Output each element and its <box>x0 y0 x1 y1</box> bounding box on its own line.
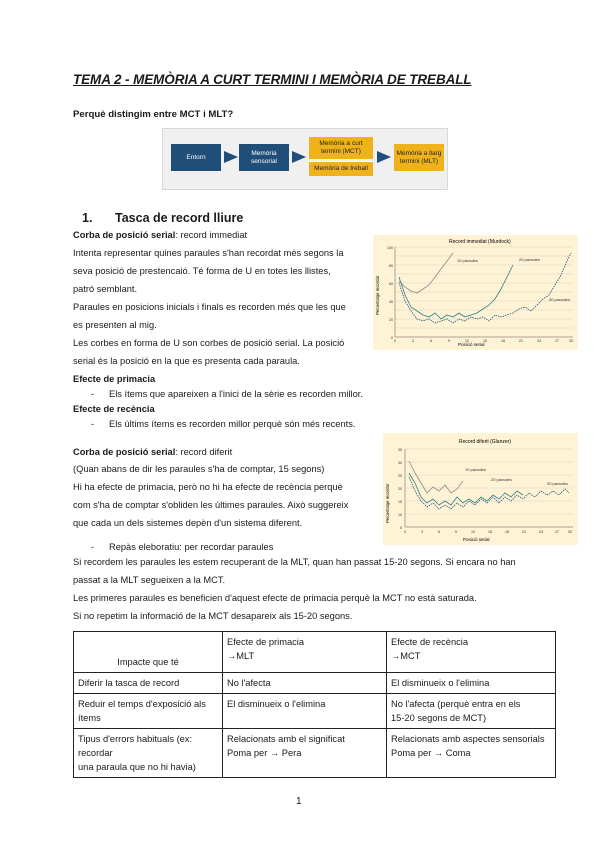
chart2-ytick: 15 <box>398 500 402 504</box>
impact-table <box>73 631 556 778</box>
para3-line: Les primeres paraules es beneficien d'aquest efecte de primacia perquè la MCT no està saturada. <box>73 593 477 603</box>
flow-box-mlt: Memòria a llarg termini (MLT) <box>394 144 444 171</box>
chart2-xtick: 27 <box>555 530 559 534</box>
chart1-ytick: 100 <box>387 246 393 250</box>
para3-line: Si recordem les paraules les estem recuperant de la MLT, quan han passat 15-20 segons. Si encara no han <box>73 557 516 567</box>
rep-bullet: - Repàs eleboratiu: per recordar paraules <box>91 542 274 552</box>
chart1-xlabel: Posició serial <box>458 342 485 347</box>
memory-flow-diagram <box>162 128 448 190</box>
chart2-ytick: 5 <box>400 526 402 530</box>
table-row <box>74 729 556 778</box>
chart1-ytick: 20 <box>389 318 393 322</box>
sub2-heading <box>73 443 232 461</box>
para2 <box>73 460 348 532</box>
chart1-xtick: 18 <box>501 339 505 343</box>
sub2-rest: : record diferit <box>175 447 233 457</box>
chart2-xtick: 18 <box>505 530 509 534</box>
table-header-row <box>74 632 556 673</box>
table-cell <box>387 694 556 729</box>
para1-line: patró semblant. <box>73 284 138 294</box>
header-primacy-arrow: →MLT <box>227 651 255 661</box>
table-row <box>74 694 556 729</box>
section-number: 1. <box>82 211 93 225</box>
cell-line: Tipus d'errors habituals (ex: recordar <box>78 734 193 758</box>
header-recency: Efecte de recència <box>391 637 469 647</box>
cell-line: Poma per → Coma <box>391 748 471 758</box>
flow-box-treball: Memòria de treball <box>309 161 373 176</box>
chart1-ytick: 40 <box>389 300 393 304</box>
chart1-legend: 20 paraules <box>519 257 540 262</box>
cell-line: Relacionats amb aspectes sensorials <box>391 734 545 744</box>
para2-line: que cada un dels sistemes depèn d'un sistema diferent. <box>73 518 303 528</box>
chart2-xtick: 12 <box>471 530 475 534</box>
chart1-legend: 30 paraules <box>549 297 570 302</box>
page-title: TEMA 2 - MEMÒRIA A CURT TERMINI I MEMÒRIA DE TREBALL <box>73 72 472 87</box>
chart1-xtick: 15 <box>483 339 487 343</box>
header-recency-arrow: →MCT <box>391 651 421 661</box>
recency-bullet-text: Els últims ítems es recorden millor perquè són més recents. <box>109 419 356 429</box>
chart1-title: Record immediat (Murdock) <box>449 239 511 245</box>
chart2-series-30 <box>409 477 569 509</box>
chart1-ylabel: Percentatge recordat <box>375 275 380 315</box>
table-cell: Reduir el temps d'exposició als ítems <box>74 694 223 729</box>
flow-box-sensorial: Memòria sensorial <box>239 144 289 171</box>
chart2-legend: 20 paraules <box>491 477 512 482</box>
cell-line: Poma per → Pera <box>227 748 302 758</box>
primacy-heading: Efecte de primacia <box>73 374 156 384</box>
chart1-legend: 10 paraules <box>457 258 478 263</box>
page-number: 1 <box>296 796 302 807</box>
chart-record-diferit <box>383 433 578 545</box>
primacy-bullet-text: Els ítems que apareixen a l'inici de la sèrie es recorden millor. <box>109 389 363 399</box>
flow-arrow-icon <box>292 151 306 163</box>
flow-box-entorn: Entorn <box>171 144 221 171</box>
cell-line: una paraula que no hi havia) <box>78 762 196 772</box>
chart2-ytick: 30 <box>398 461 402 465</box>
para3 <box>73 553 516 625</box>
para1-line: Intenta representar quines paraules s'han recordat més segons la <box>73 248 344 258</box>
sub1-heading <box>73 226 247 244</box>
primacy-bullet: - Els ítems que apareixen a l'inici de la sèrie es recorden millor. <box>91 389 363 399</box>
header-primacy: Efecte de primacia <box>227 637 304 647</box>
chart1-xtick: 3 <box>412 339 414 343</box>
chart2-xtick: 3 <box>421 530 423 534</box>
para1-line: serial és la posició en la que es presenta cada paraula. <box>73 356 300 366</box>
flow-arrow-icon <box>224 151 238 163</box>
chart2-xtick: 9 <box>455 530 457 534</box>
para3-line: Si no repetim la informació de la MCT desapareix als 15-20 segons. <box>73 611 353 621</box>
table-cell <box>74 729 223 778</box>
table-cell <box>387 729 556 778</box>
chart2-xtick: 30 <box>568 530 572 534</box>
chart2-legend: 30 paraules <box>547 481 568 486</box>
table-cell: El disminueix o l'elimina <box>223 694 387 729</box>
cell-line: No l'afecta (perquè entra en els <box>391 699 521 709</box>
chart-record-immediat <box>373 235 578 350</box>
table-row <box>74 673 556 694</box>
chart2-ytick: 35 <box>398 448 402 452</box>
chart2-title: Record diferit (Glanzer) <box>459 439 511 445</box>
para1-line: Les corbes en forma de U son corbes de posició serial. La posició <box>73 338 345 348</box>
table-cell: No l'afecta <box>223 673 387 694</box>
recency-bullet: - Els últims ítems es recorden millor perquè són més recents. <box>91 419 356 429</box>
para2-line: Hi ha efecte de primacia, però no hi ha efecte de recència perquè <box>73 482 343 492</box>
cell-line: Relacionats amb el significat <box>227 734 345 744</box>
chart1-xtick: 0 <box>394 339 396 343</box>
sub1-rest: : record immediat <box>175 230 248 240</box>
chart1-series-10 <box>399 253 453 293</box>
table-header-cell <box>387 632 556 673</box>
chart1-ytick: 0 <box>391 336 393 340</box>
table-header-cell: Impacte que té <box>74 632 223 673</box>
chart2-xtick: 6 <box>438 530 440 534</box>
chart1-xtick: 6 <box>430 339 432 343</box>
table-cell: El disminueix o l'elimina <box>387 673 556 694</box>
cell-line: 15-20 segons de MCT) <box>391 713 487 723</box>
chart2-xtick: 24 <box>539 530 543 534</box>
chart1-xtick: 24 <box>537 339 541 343</box>
flow-arrow-icon <box>377 151 391 163</box>
section-question: Perquè distingim entre MCT i MLT? <box>73 109 234 120</box>
rep-bullet-text: Repàs eleboratiu: per recordar paraules <box>109 542 274 552</box>
chart2-ytick: 20 <box>398 487 402 491</box>
chart1-xtick: 21 <box>519 339 523 343</box>
sub2-label: Corba de posició serial <box>73 447 176 457</box>
chart2-legend: 10 paraules <box>465 467 486 472</box>
chart2-xtick: 21 <box>522 530 526 534</box>
chart1-xtick: 30 <box>569 339 573 343</box>
section-heading-text: Tasca de record lliure <box>115 211 244 225</box>
section-heading <box>82 211 243 225</box>
para2-line: com s'ha de comptar s'obliden les últimes paraules. Això suggereix <box>73 500 349 510</box>
table-cell <box>223 729 387 778</box>
para2-line: (Quan abans de dir les paraules s'ha de comptar, 15 segons) <box>73 464 325 474</box>
chart2-ytick: 10 <box>398 513 402 517</box>
chart1-ytick: 80 <box>389 264 393 268</box>
para1-line: seva posició de prestencaió. Té forma de U en totes les llistes, <box>73 266 331 276</box>
chart1-xtick: 27 <box>555 339 559 343</box>
table-header-cell <box>223 632 387 673</box>
chart1-ytick: 60 <box>389 282 393 286</box>
chart2-xtick: 15 <box>488 530 492 534</box>
flow-box-mct: Memòria a curt termini (MCT) <box>309 137 373 159</box>
chart2-xlabel: Posició serial <box>463 537 490 542</box>
table-cell: Diferir la tasca de record <box>74 673 223 694</box>
chart2-xtick: 0 <box>404 530 406 534</box>
chart2-ytick: 25 <box>398 474 402 478</box>
recency-heading: Efecte de recència <box>73 404 155 414</box>
para3-line: passat a la MLT segueixen a la MCT. <box>73 575 226 585</box>
chart1-xtick: 12 <box>465 339 469 343</box>
chart1-xtick: 9 <box>448 339 450 343</box>
para1-line: es presenten al mig. <box>73 320 157 330</box>
para1 <box>73 244 346 370</box>
sub1-label: Corba de posició serial <box>73 230 176 240</box>
para1-line: Paraules en posicions inicials i finals es recorden més que les que <box>73 302 346 312</box>
chart2-ylabel: Percentatge recordat <box>385 483 390 523</box>
